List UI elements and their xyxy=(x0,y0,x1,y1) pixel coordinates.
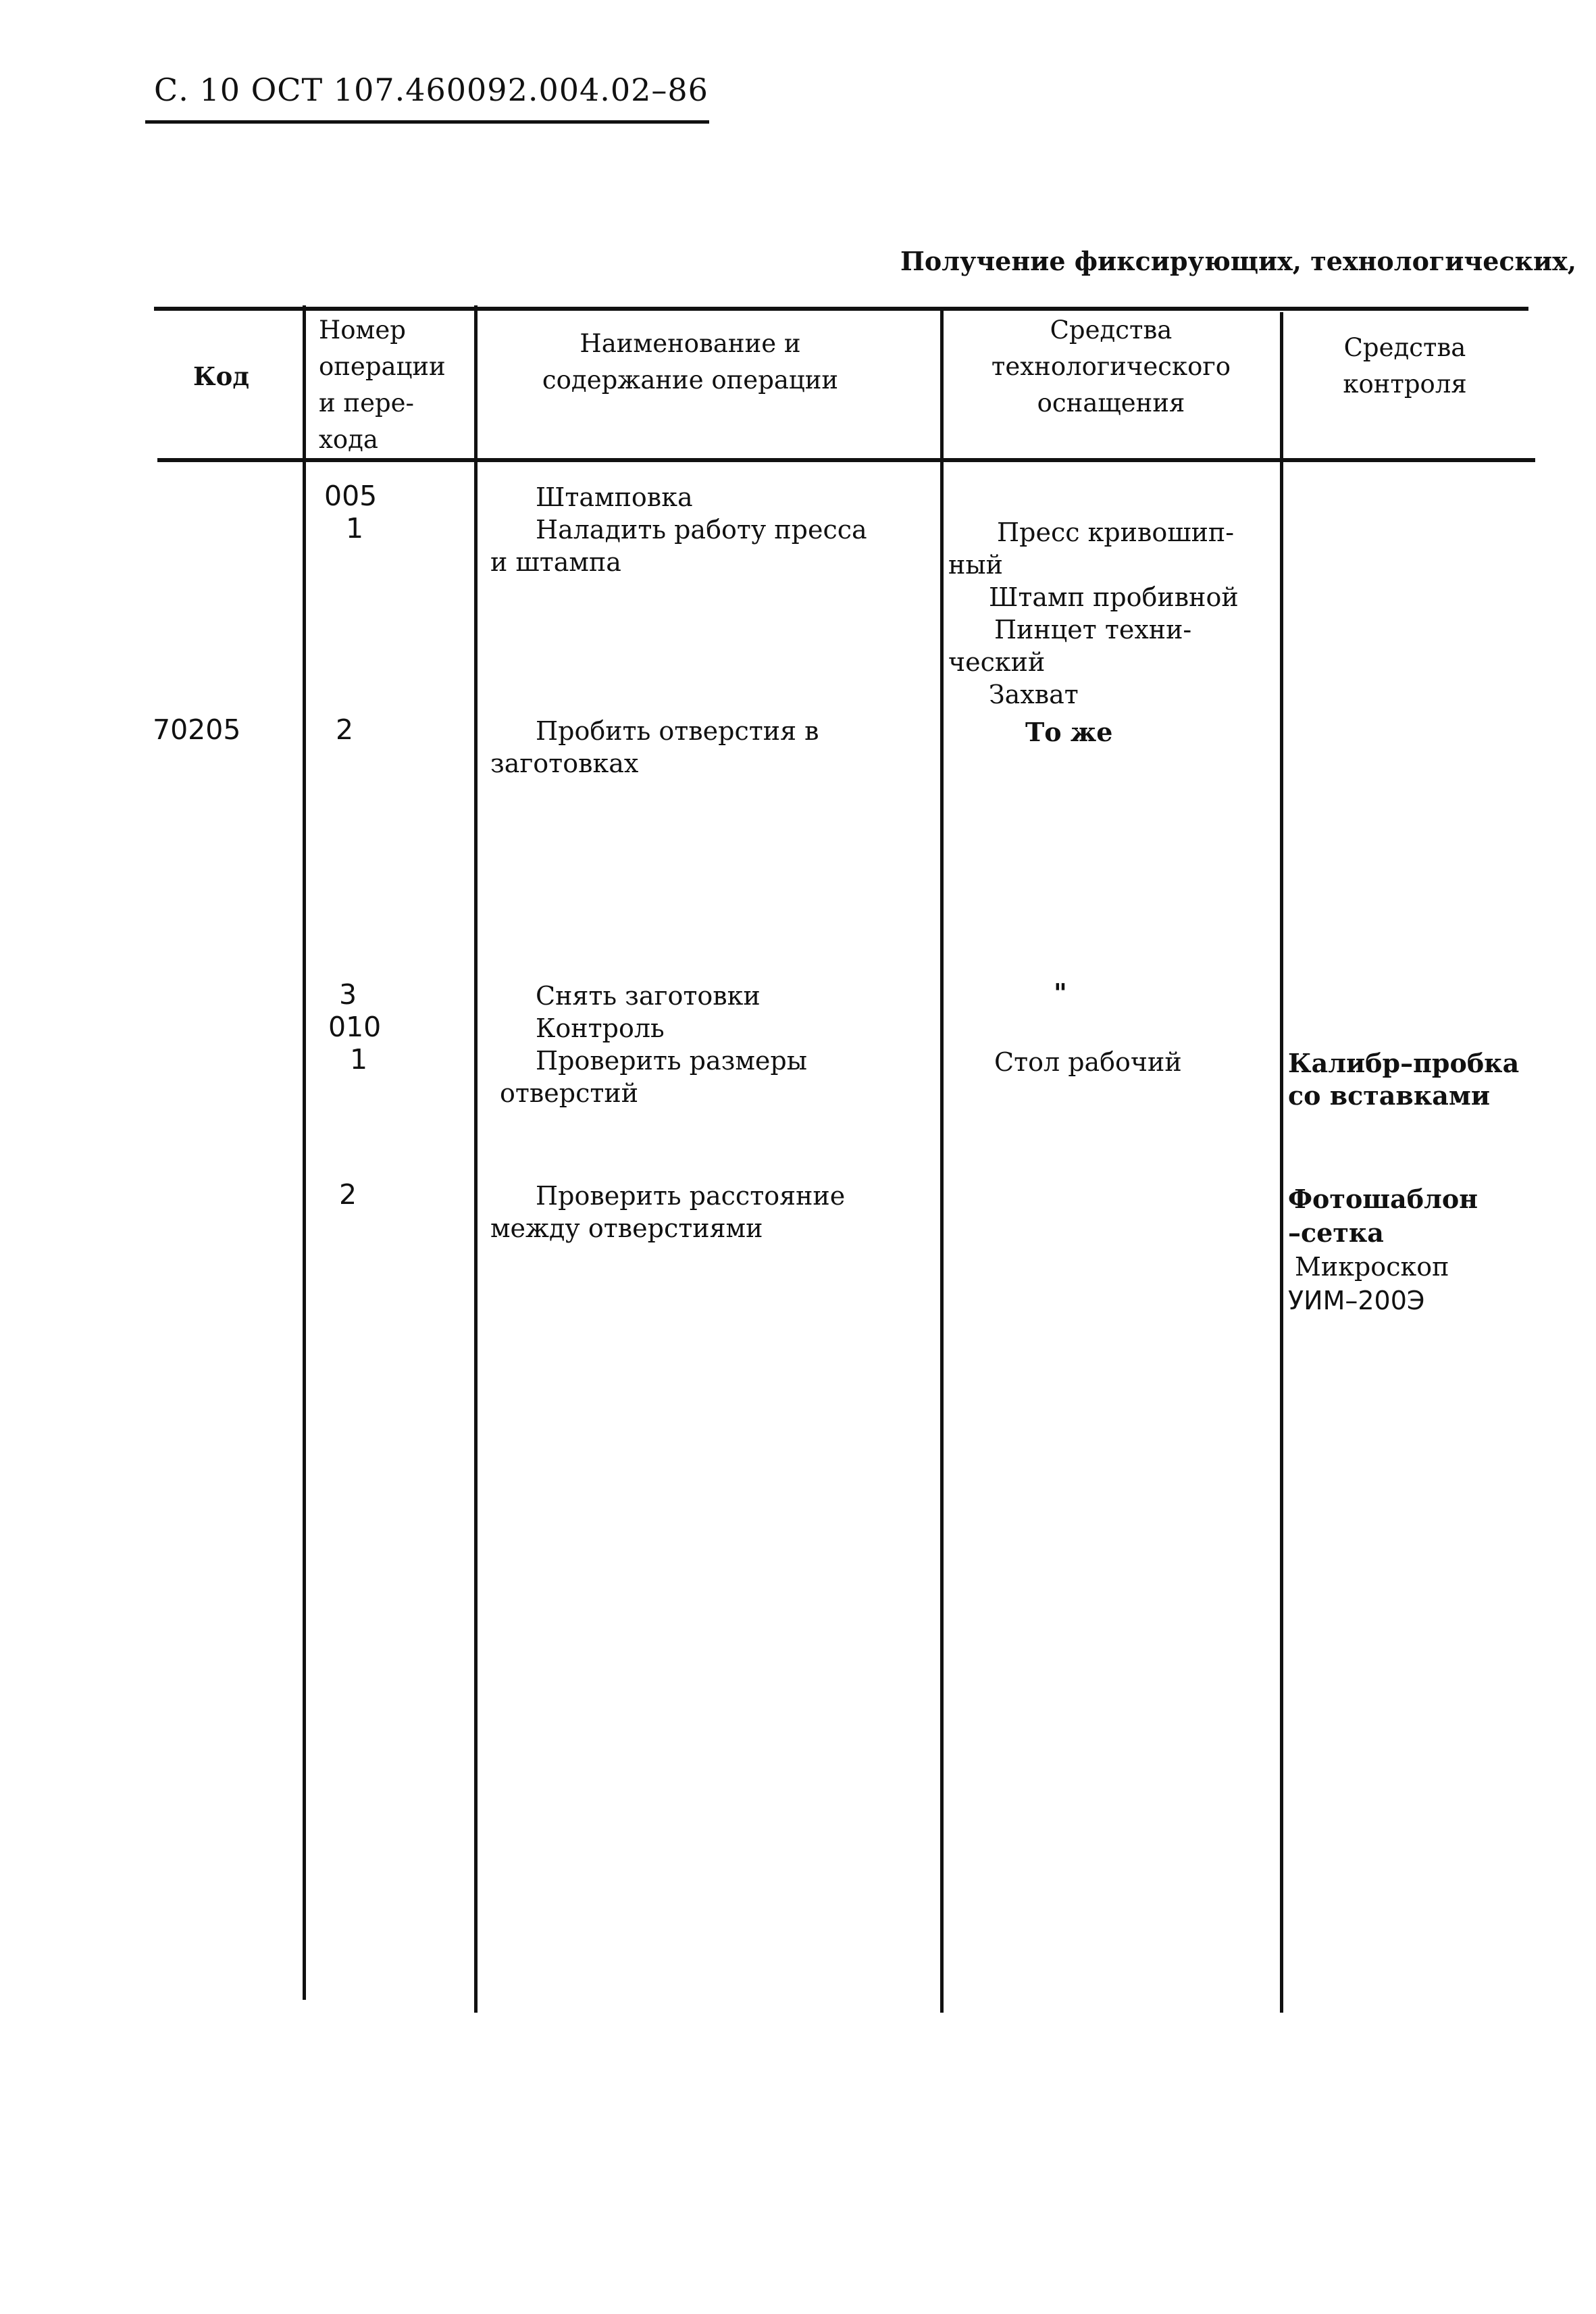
header-name-line: Наименование и xyxy=(580,329,801,358)
transition-number: 1 xyxy=(346,512,364,545)
op-name xyxy=(490,715,819,780)
op-name-line: и штампа xyxy=(490,547,621,577)
op-name-line: Проверить размеры xyxy=(536,1046,807,1076)
control-line: –сетка xyxy=(1288,1217,1384,1248)
control-line: Фотошаблон xyxy=(1288,1184,1478,1214)
table-subtitle: Получение фиксирующих, технологических, xyxy=(900,246,1577,276)
equipment-line: Пинцет техни- xyxy=(994,615,1192,645)
transition-number: 3 xyxy=(339,978,357,1011)
header-op-number-line: и пере- xyxy=(319,388,415,418)
header-op-number xyxy=(319,312,446,458)
header-control xyxy=(1287,330,1523,403)
equipment-list xyxy=(948,516,1239,711)
equipment-same-as-above: То же xyxy=(1025,717,1113,747)
control-line: со вставками xyxy=(1288,1080,1491,1111)
op-name: Снять заготовки xyxy=(536,981,761,1011)
op-name: Контроль xyxy=(536,1013,665,1043)
op-name xyxy=(490,1180,845,1244)
header-name-line: содержание операции xyxy=(542,366,839,395)
control-tools xyxy=(1288,1182,1478,1317)
op-name: Штамповка xyxy=(536,482,693,512)
header-equipment-line: технологического xyxy=(991,352,1231,381)
column-divider-1 xyxy=(303,305,306,2000)
equipment-line: Захват xyxy=(989,680,1079,709)
document-code: С. 10 ОСТ 107.460092.004.02–86 xyxy=(154,72,709,108)
equipment-item: Стол рабочий xyxy=(994,1047,1182,1077)
transition-number: 2 xyxy=(336,713,354,746)
op-number: 005 xyxy=(324,480,378,512)
table-top-rule xyxy=(154,307,1528,311)
column-divider-2 xyxy=(474,305,478,2013)
op-name-line: Проверить расстояние xyxy=(536,1181,846,1211)
control-line: Микроскоп xyxy=(1295,1252,1449,1282)
header-code: Код xyxy=(193,361,249,391)
header-op-number-line: хода xyxy=(319,425,378,454)
op-number: 010 xyxy=(328,1011,382,1043)
header-underline xyxy=(145,120,709,124)
control-tools xyxy=(1288,1047,1519,1112)
table-header-rule xyxy=(157,458,1535,462)
equipment-line: ный xyxy=(948,550,1003,580)
op-name-line: между отверстиями xyxy=(490,1213,763,1243)
equipment-line: ческий xyxy=(948,647,1046,677)
op-name xyxy=(490,513,867,578)
transition-number: 2 xyxy=(339,1178,357,1211)
header-op-number-line: Номер xyxy=(319,316,406,345)
column-divider-3 xyxy=(940,309,944,2013)
header-equipment xyxy=(946,312,1277,422)
equipment-line: Штамп пробивной xyxy=(989,582,1239,612)
operation-code: 70205 xyxy=(153,713,241,746)
control-line: Калибр–пробка xyxy=(1288,1048,1520,1078)
column-divider-4 xyxy=(1280,312,1283,2013)
control-line: УИМ–200Э xyxy=(1288,1286,1425,1315)
op-name-line: отверстий xyxy=(500,1078,639,1108)
header-op-number-line: операции xyxy=(319,352,446,381)
header-equipment-line: Средства xyxy=(1050,316,1173,345)
header-control-line: Средства xyxy=(1343,333,1466,362)
equipment-line: Пресс кривошип- xyxy=(997,518,1235,547)
transition-number: 1 xyxy=(350,1043,368,1076)
header-name xyxy=(501,326,879,399)
op-name xyxy=(500,1045,807,1109)
op-name-line: Пробить отверстия в xyxy=(536,716,819,746)
op-name-line: заготовках xyxy=(490,749,639,778)
op-name-line: Наладить работу пресса xyxy=(536,515,867,545)
header-equipment-line: оснащения xyxy=(1037,388,1185,418)
header-control-line: контроля xyxy=(1343,370,1467,399)
equipment-ditto-mark: " xyxy=(1054,978,1067,1008)
